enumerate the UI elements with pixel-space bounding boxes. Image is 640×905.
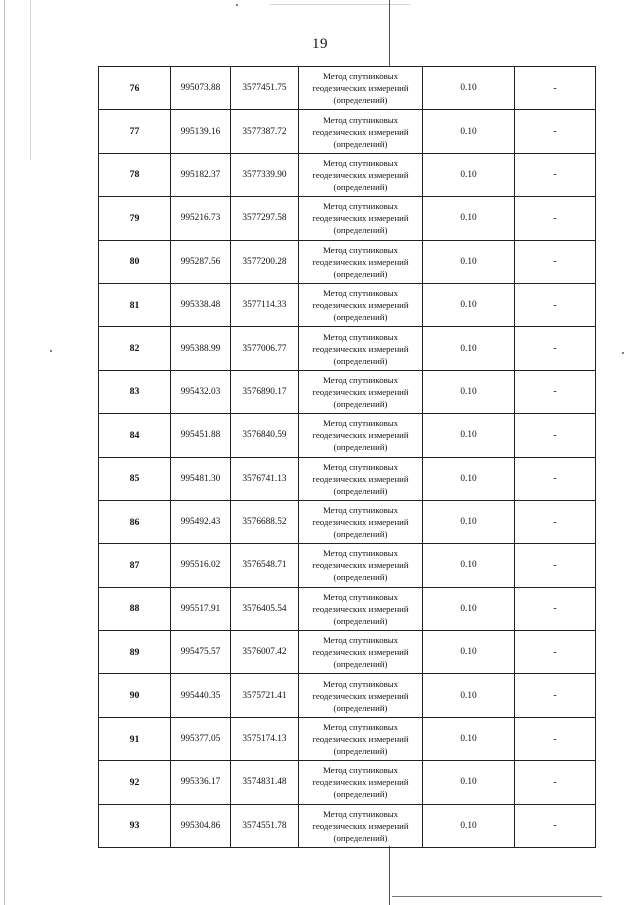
method-line: (определений): [333, 95, 388, 106]
method-line: (определений): [333, 312, 388, 323]
point-number-cell: 93: [99, 804, 171, 847]
y-coordinate-cell: 3577200.28: [231, 240, 299, 283]
method-line: Метод спутниковых: [322, 114, 399, 125]
note-cell: -: [515, 631, 596, 674]
method-line: геодезических измерений: [312, 343, 409, 354]
note-cell: -: [515, 544, 596, 587]
accuracy-cell: 0.10: [423, 631, 515, 674]
method-line: Метод спутниковых: [322, 678, 399, 689]
method-line: геодезических измерений: [312, 603, 409, 614]
coordinates-table: [98, 66, 596, 848]
method-cell: [299, 587, 423, 630]
y-coordinate-cell: 3577339.90: [231, 153, 299, 196]
method-line: геодезических измерений: [312, 820, 409, 831]
method-line: Метод спутниковых: [322, 765, 399, 776]
method-line: геодезических измерений: [312, 213, 409, 224]
accuracy-cell: 0.10: [423, 370, 515, 413]
method-line: (определений): [333, 181, 388, 192]
method-line: Метод спутниковых: [322, 505, 399, 516]
note-cell: -: [515, 804, 596, 847]
method-cell: [299, 761, 423, 804]
scan-speck: [50, 350, 52, 352]
note-cell: -: [515, 327, 596, 370]
method-line: геодезических измерений: [312, 777, 409, 788]
method-line: Метод спутниковых: [322, 591, 399, 602]
accuracy-cell: 0.10: [423, 240, 515, 283]
method-line: Метод спутниковых: [322, 157, 399, 168]
point-number-cell: 86: [99, 500, 171, 543]
method-line: геодезических измерений: [312, 734, 409, 745]
y-coordinate-cell: 3574551.78: [231, 804, 299, 847]
x-coordinate-cell: 995451.88: [171, 414, 231, 457]
table-row: [99, 327, 596, 370]
point-number-cell: 80: [99, 240, 171, 283]
table-row: [99, 804, 596, 847]
page-number: 19: [312, 36, 328, 52]
table-row: [99, 240, 596, 283]
note-cell: -: [515, 370, 596, 413]
x-coordinate-cell: 995139.16: [171, 110, 231, 153]
method-cell: [299, 804, 423, 847]
accuracy-cell: 0.10: [423, 414, 515, 457]
method-cell: [299, 197, 423, 240]
note-cell: -: [515, 674, 596, 717]
table-row: [99, 717, 596, 760]
x-coordinate-cell: 995338.48: [171, 283, 231, 326]
method-line: (определений): [333, 268, 388, 279]
accuracy-cell: 0.10: [423, 283, 515, 326]
method-line: геодезических измерений: [312, 473, 409, 484]
accuracy-cell: 0.10: [423, 804, 515, 847]
accuracy-cell: 0.10: [423, 587, 515, 630]
method-line: (определений): [333, 398, 388, 409]
accuracy-cell: 0.10: [423, 197, 515, 240]
y-coordinate-cell: 3574831.48: [231, 761, 299, 804]
method-line: геодезических измерений: [312, 690, 409, 701]
table-row: [99, 674, 596, 717]
x-coordinate-cell: 995432.03: [171, 370, 231, 413]
note-cell: -: [515, 414, 596, 457]
method-line: (определений): [333, 485, 388, 496]
table-row: [99, 283, 596, 326]
method-line: Метод спутниковых: [322, 331, 399, 342]
accuracy-cell: 0.10: [423, 674, 515, 717]
point-number-cell: 92: [99, 761, 171, 804]
x-coordinate-cell: 995481.30: [171, 457, 231, 500]
x-coordinate-cell: 995216.73: [171, 197, 231, 240]
scan-speck: [622, 352, 624, 354]
method-cell: [299, 283, 423, 326]
accuracy-cell: 0.10: [423, 500, 515, 543]
y-coordinate-cell: 3576405.54: [231, 587, 299, 630]
point-number-cell: 81: [99, 283, 171, 326]
y-coordinate-cell: 3576548.71: [231, 544, 299, 587]
table-row: [99, 544, 596, 587]
point-number-cell: 89: [99, 631, 171, 674]
table-row: [99, 761, 596, 804]
method-line: Метод спутниковых: [322, 418, 399, 429]
point-number-cell: 79: [99, 197, 171, 240]
note-cell: -: [515, 587, 596, 630]
x-coordinate-cell: 995475.57: [171, 631, 231, 674]
note-cell: -: [515, 110, 596, 153]
method-line: геодезических измерений: [312, 256, 409, 267]
method-line: (определений): [333, 225, 388, 236]
method-cell: [299, 631, 423, 674]
accuracy-cell: 0.10: [423, 327, 515, 370]
method-line: Метод спутниковых: [322, 635, 399, 646]
x-coordinate-cell: 995304.86: [171, 804, 231, 847]
method-cell: [299, 674, 423, 717]
note-cell: -: [515, 500, 596, 543]
method-cell: [299, 153, 423, 196]
method-line: (определений): [333, 355, 388, 366]
accuracy-cell: 0.10: [423, 110, 515, 153]
table-row: [99, 500, 596, 543]
method-cell: [299, 67, 423, 110]
x-coordinate-cell: 995287.56: [171, 240, 231, 283]
y-coordinate-cell: 3576741.13: [231, 457, 299, 500]
point-number-cell: 84: [99, 414, 171, 457]
method-cell: [299, 327, 423, 370]
method-line: геодезических измерений: [312, 517, 409, 528]
table-row: [99, 197, 596, 240]
table-row: [99, 153, 596, 196]
method-line: (определений): [333, 572, 388, 583]
x-coordinate-cell: 995073.88: [171, 67, 231, 110]
accuracy-cell: 0.10: [423, 544, 515, 587]
method-line: (определений): [333, 529, 388, 540]
x-coordinate-cell: 995336.17: [171, 761, 231, 804]
table-row: [99, 67, 596, 110]
note-cell: -: [515, 197, 596, 240]
method-line: Метод спутниковых: [322, 461, 399, 472]
y-coordinate-cell: 3575174.13: [231, 717, 299, 760]
note-cell: -: [515, 717, 596, 760]
method-line: Метод спутниковых: [322, 722, 399, 733]
method-line: Метод спутниковых: [322, 288, 399, 299]
method-line: геодезических измерений: [312, 386, 409, 397]
method-cell: [299, 717, 423, 760]
accuracy-cell: 0.10: [423, 153, 515, 196]
x-coordinate-cell: 995388.99: [171, 327, 231, 370]
table-row: [99, 587, 596, 630]
point-number-cell: 85: [99, 457, 171, 500]
method-line: геодезических измерений: [312, 126, 409, 137]
method-line: Метод спутниковых: [322, 71, 399, 82]
note-cell: -: [515, 761, 596, 804]
method-line: геодезических измерений: [312, 430, 409, 441]
table-row: [99, 631, 596, 674]
note-cell: -: [515, 67, 596, 110]
method-cell: [299, 414, 423, 457]
method-line: геодезических измерений: [312, 300, 409, 311]
note-cell: -: [515, 153, 596, 196]
point-number-cell: 77: [99, 110, 171, 153]
method-cell: [299, 240, 423, 283]
table-row: [99, 370, 596, 413]
scan-fold-line: [389, 846, 390, 905]
x-coordinate-cell: 995182.37: [171, 153, 231, 196]
method-line: (определений): [333, 659, 388, 670]
point-number-cell: 83: [99, 370, 171, 413]
method-line: (определений): [333, 442, 388, 453]
y-coordinate-cell: 3576007.42: [231, 631, 299, 674]
method-cell: [299, 457, 423, 500]
note-cell: -: [515, 283, 596, 326]
scan-edge-line: [30, 0, 31, 160]
y-coordinate-cell: 3577387.72: [231, 110, 299, 153]
x-coordinate-cell: 995440.35: [171, 674, 231, 717]
method-line: (определений): [333, 746, 388, 757]
accuracy-cell: 0.10: [423, 717, 515, 760]
method-line: геодезических измерений: [312, 169, 409, 180]
note-cell: -: [515, 457, 596, 500]
scan-fold-line: [389, 0, 390, 66]
scan-edge-line: [4, 0, 5, 905]
point-number-cell: 88: [99, 587, 171, 630]
method-line: Метод спутниковых: [322, 548, 399, 559]
x-coordinate-cell: 995517.91: [171, 587, 231, 630]
accuracy-cell: 0.10: [423, 67, 515, 110]
point-number-cell: 82: [99, 327, 171, 370]
point-number-cell: 91: [99, 717, 171, 760]
method-line: геодезических измерений: [312, 83, 409, 94]
method-cell: [299, 110, 423, 153]
accuracy-cell: 0.10: [423, 457, 515, 500]
coordinates-table-body: [99, 67, 596, 848]
table-row: [99, 110, 596, 153]
point-number-cell: 87: [99, 544, 171, 587]
x-coordinate-cell: 995492.43: [171, 500, 231, 543]
method-line: геодезических измерений: [312, 560, 409, 571]
y-coordinate-cell: 3576840.59: [231, 414, 299, 457]
method-line: (определений): [333, 702, 388, 713]
method-line: (определений): [333, 615, 388, 626]
method-line: Метод спутниковых: [322, 808, 399, 819]
scan-edge-line: [392, 896, 602, 897]
scan-speck: [236, 4, 238, 6]
table-row: [99, 457, 596, 500]
point-number-cell: 90: [99, 674, 171, 717]
table-row: [99, 414, 596, 457]
method-line: геодезических измерений: [312, 647, 409, 658]
y-coordinate-cell: 3575721.41: [231, 674, 299, 717]
y-coordinate-cell: 3577451.75: [231, 67, 299, 110]
point-number-cell: 78: [99, 153, 171, 196]
method-line: Метод спутниковых: [322, 244, 399, 255]
method-cell: [299, 500, 423, 543]
method-line: Метод спутниковых: [322, 201, 399, 212]
x-coordinate-cell: 995516.02: [171, 544, 231, 587]
y-coordinate-cell: 3577297.58: [231, 197, 299, 240]
method-cell: [299, 544, 423, 587]
y-coordinate-cell: 3576890.17: [231, 370, 299, 413]
method-cell: [299, 370, 423, 413]
y-coordinate-cell: 3576688.52: [231, 500, 299, 543]
y-coordinate-cell: 3577006.77: [231, 327, 299, 370]
point-number-cell: 76: [99, 67, 171, 110]
note-cell: -: [515, 240, 596, 283]
accuracy-cell: 0.10: [423, 761, 515, 804]
y-coordinate-cell: 3577114.33: [231, 283, 299, 326]
method-line: Метод спутниковых: [322, 374, 399, 385]
method-line: (определений): [333, 138, 388, 149]
method-line: (определений): [333, 789, 388, 800]
x-coordinate-cell: 995377.05: [171, 717, 231, 760]
method-line: (определений): [333, 832, 388, 843]
